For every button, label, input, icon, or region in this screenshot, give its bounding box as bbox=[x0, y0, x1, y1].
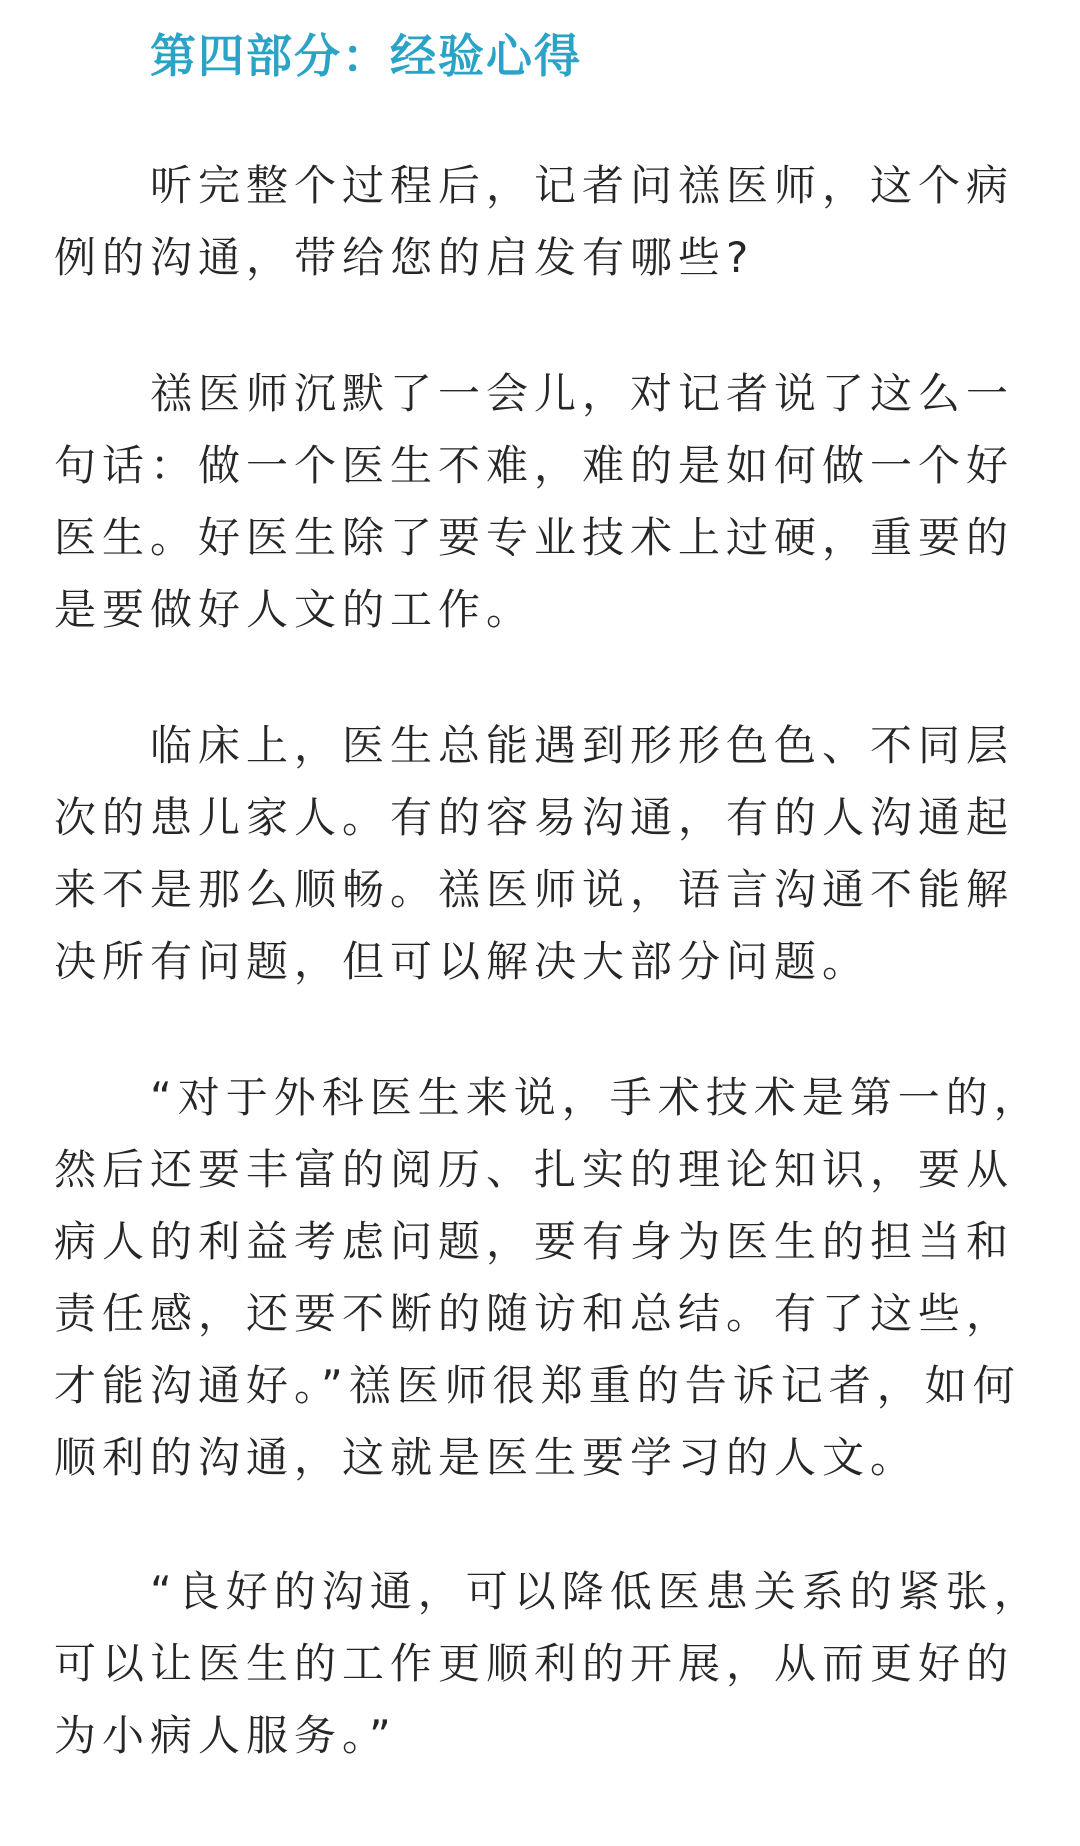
paragraph-line: 然后还要丰富的阅历、扎实的理论知识，要从 bbox=[54, 1145, 1015, 1194]
paragraph-line: 决所有问题，但可以解决大部分问题。 bbox=[54, 937, 871, 986]
paragraph-line: 来不是那么顺畅。禚医师说，语言沟通不能解 bbox=[54, 865, 1015, 914]
paragraph-1 bbox=[54, 150, 1014, 294]
paragraph-3 bbox=[54, 710, 1014, 998]
paragraph-line: 次的患儿家人。有的容易沟通，有的人沟通起 bbox=[54, 793, 1015, 842]
paragraph-line: 可以让医生的工作更顺利的开展，从而更好的 bbox=[54, 1639, 1015, 1688]
section-title: 第四部分：经验心得 bbox=[150, 29, 582, 83]
paragraph-line: 才能沟通好。”禚医师很郑重的告诉记者，如何 bbox=[54, 1361, 1021, 1410]
paragraph-line: 禚医师沉默了一会儿，对记者说了这么一 bbox=[150, 369, 1015, 418]
paragraph-line: 病人的利益考虑问题，要有身为医生的担当和 bbox=[54, 1217, 1015, 1266]
paragraph-line: 为小病人服务。” bbox=[54, 1711, 397, 1760]
paragraph-line: 顺利的沟通，这就是医生要学习的人文。 bbox=[54, 1433, 919, 1482]
paragraph-5 bbox=[54, 1556, 1042, 1772]
paragraph-2 bbox=[54, 358, 1014, 646]
paragraph-line: 医生。好医生除了要专业技术上过硬，重要的 bbox=[54, 513, 1015, 562]
paragraph-line: 例的沟通，带给您的启发有哪些? bbox=[54, 233, 755, 282]
paragraph-line: 临床上，医生总能遇到形形色色、不同层 bbox=[150, 721, 1015, 770]
paragraph-line: 是要做好人文的工作。 bbox=[54, 585, 535, 634]
paragraph-4 bbox=[54, 1062, 1042, 1494]
paragraph-line: “良好的沟通，可以降低医患关系的紧张， bbox=[150, 1567, 1042, 1616]
paragraph-line: “对于外科医生来说，手术技术是第一的， bbox=[150, 1073, 1042, 1122]
paragraph-line: 听完整个过程后，记者问禚医师，这个病 bbox=[150, 161, 1015, 210]
paragraph-line: 责任感，还要不断的随访和总结。有了这些， bbox=[54, 1289, 1015, 1338]
paragraph-line: 句话：做一个医生不难，难的是如何做一个好 bbox=[54, 441, 1015, 490]
